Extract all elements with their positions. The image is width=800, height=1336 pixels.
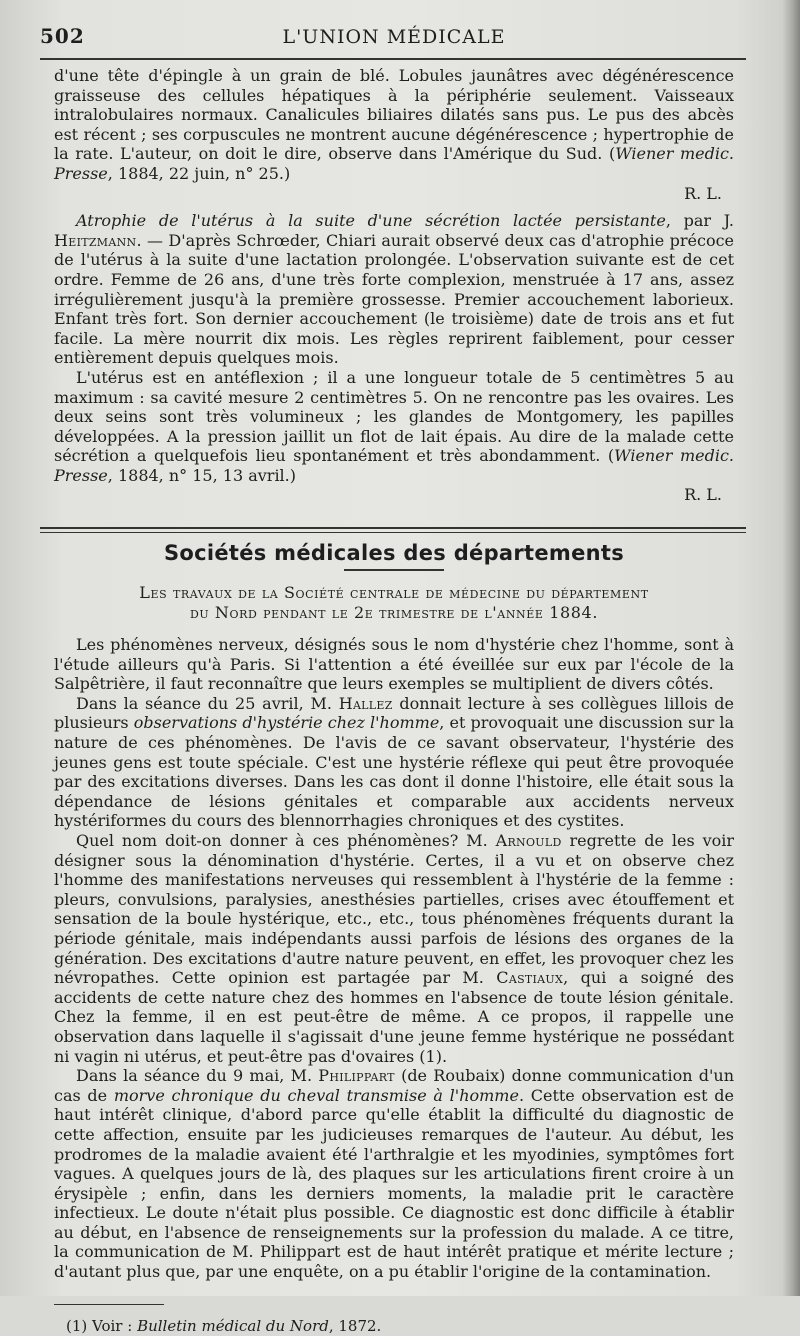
- atrophy-item-title: Atrophie de l'utérus à la suite d'une sécrétion lactée persistante: [76, 211, 666, 231]
- top-item-signature: R. L.: [684, 183, 722, 203]
- journal-title: L'UNION MÉDICALE: [282, 26, 506, 48]
- article-title: Les travaux de la Société centrale de médecine du département du Nord pendant le 2e trimestre de l'année 1884.: [139, 583, 649, 623]
- atrophy-item-signature: R. L.: [684, 485, 722, 505]
- footnote-rule: [54, 1304, 164, 1305]
- atrophy-item-citation: Wiener medic. Presse: [54, 446, 734, 485]
- page-spine-shadow: [782, 0, 800, 1296]
- body-paragraph-1: Les phénomènes nerveux, désignés sous le nom d'hystérie chez l'homme, sont à l'étude ailleurs qu'à Paris. Si l'attention a été éveillée sur eux par l'école de la Salpêtrière, il faut reconnaître que leurs exemples se multiplient de divers côtés.: [54, 635, 734, 694]
- footnote: (1) Voir : Bulletin médical du Nord, 1872.: [66, 1316, 382, 1335]
- section-title-rule: [344, 569, 444, 571]
- person-name: Arnould: [495, 831, 562, 850]
- person-name: Hallez: [338, 693, 393, 713]
- section-divider: [40, 527, 746, 533]
- author-name: Heitzmann: [54, 230, 137, 250]
- atrophy-item-paragraph-2: L'utérus est en antéflexion ; il a une longueur totale de 5 centimètres 5 au maximum : sa cavité mesure 2 centimètres 5. On ne rencontre pas les ovaires. Les deux seins sont très volumineux ; les glandes de Montgomery, les papilles développées. A la pression jaillit un flot de lait épais. Au dire de la malade cette sécrétion a quelquefois lieu spontanément et très abondamment. (Wiener medic. Presse, 1884, n° 15, 13 avril.): [54, 367, 734, 485]
- atrophy-item-paragraph: Atrophie de l'utérus à la suite d'une sécrétion lactée persistante, par J. Heitzmann. — D'après Schrœder, Chiari aurait observé deux cas d'atrophie précoce de l'utérus à la suite d'une lactation prolongée. L'observation suivante est de cet ordre. Femme de 26 ans, d'une très forte complexion, menstruée à 17 ans, assez irrégulièrement jusqu'à la première grossesse. Premier accouchement laborieux. Enfant très fort. Son dernier accouchement (le troisième) date de trois ans et fut facile. La mère nourrit dix mois. Les règles reprirent faiblement, pour cesser entièrement depuis quelques mois.: [54, 211, 734, 368]
- top-item-text: d'une tête d'épingle à un grain de blé. Lobules jaunâtres avec dégénérescence graisseuse des cellules hépatiques à la périphérie seulement. Vaisseaux intralobulaires normaux. Canalicules biliaires dilatés sans pus. Le pus des abcès est récent ; ses corpuscules ne montrent aucune dégénérescence ; hypertrophie de la rate. L'auteur, on doit le dire, observe dans l'Amérique du Sud. (Wiener medic. Presse, 1884, 22 juin, n° 25.): [54, 66, 734, 183]
- top-item-citation: Wiener medic. Presse: [54, 144, 734, 183]
- page-number: 502: [40, 24, 85, 48]
- body-paragraph-4: Dans la séance du 9 mai, M. Philippart (de Roubaix) donne communication d'un cas de morve chronique du cheval transmise à l'homme. Cette observation est de haut intérêt clinique, d'abord parce qu'elle établit la difficulté du diagnostic de cette affection, ensuite par les judicieuses remarques de l'auteur. Au début, les prodromes de la maladie avaient été l'arthralgie et les myodinies, symptômes fort vagues. A quelques jours de là, des plaques sur les articulations firent croire à un érysipèle ; enfin, dans les derniers moments, la maladie prit le caractère infectieux. Le doute n'était plus possible. Ce diagnostic est donc difficile à établir au début, en l'absence de renseignements sur la profession du malade. A ce titre, la communication de M. Philippart est de haut intérêt pratique et mérite lecture ; d'autant plus que, par une enquête, on a pu établir l'origine de la contamination.: [54, 1066, 734, 1282]
- person-name: Castiaux: [496, 968, 564, 988]
- person-name: Philippart: [318, 1066, 395, 1086]
- section-title: Sociétés médicales des départements: [163, 541, 625, 566]
- header-rule: [40, 58, 746, 60]
- body-paragraph-2: Dans la séance du 25 avril, M. Hallez donnait lecture à ses collègues lillois de plusieurs observations d'hystérie chez l'homme, et provoquait une discussion sur la nature de ces phénomènes. De l'avis de ce savant observateur, l'hystérie des jeunes gens est toute spéciale. C'est une hystérie réflexe qui peut être provoquée par des excitations diverses. Dans les cas dont il donne l'histoire, elle était sous la dépendance de lésions génitales et comparable aux accidents nerveux hystériformes du cours des blennorrhagies chroniques et des cystites.: [54, 693, 735, 831]
- body-paragraph-3: Quel nom doit-on donner à ces phénomènes? M. Arnould regrette de les voir désigner sous la dénomination d'hystérie. Certes, il a vu et on observe chez l'homme des manifestations nerveuses qui ressemblent à l'hystérie de la femme : pleurs, convulsions, paralysies, anesthésies partielles, crises avec étouffement et sensation de la boule hystérique, etc., etc., tous phénomènes fréquents durant la période génitale, mais indépendants aussi parfois de lésions des organes de la génération. Des excitations d'autre nature peuvent, en effet, les provoquer chez les névropathes. Cette opinion est partagée par M. Castiaux, qui a soigné des accidents de cette nature chez des hommes en l'absence de toute lésion génitale. Chez la femme, il en est peut-être de même. A ce propos, il rappelle une observation dans laquelle il s'agissait d'une jeune femme hystérique ne possédant ni vagin ni utérus, et peut-être pas d'ovaires (1).: [54, 831, 735, 1066]
- running-head: [40, 24, 734, 58]
